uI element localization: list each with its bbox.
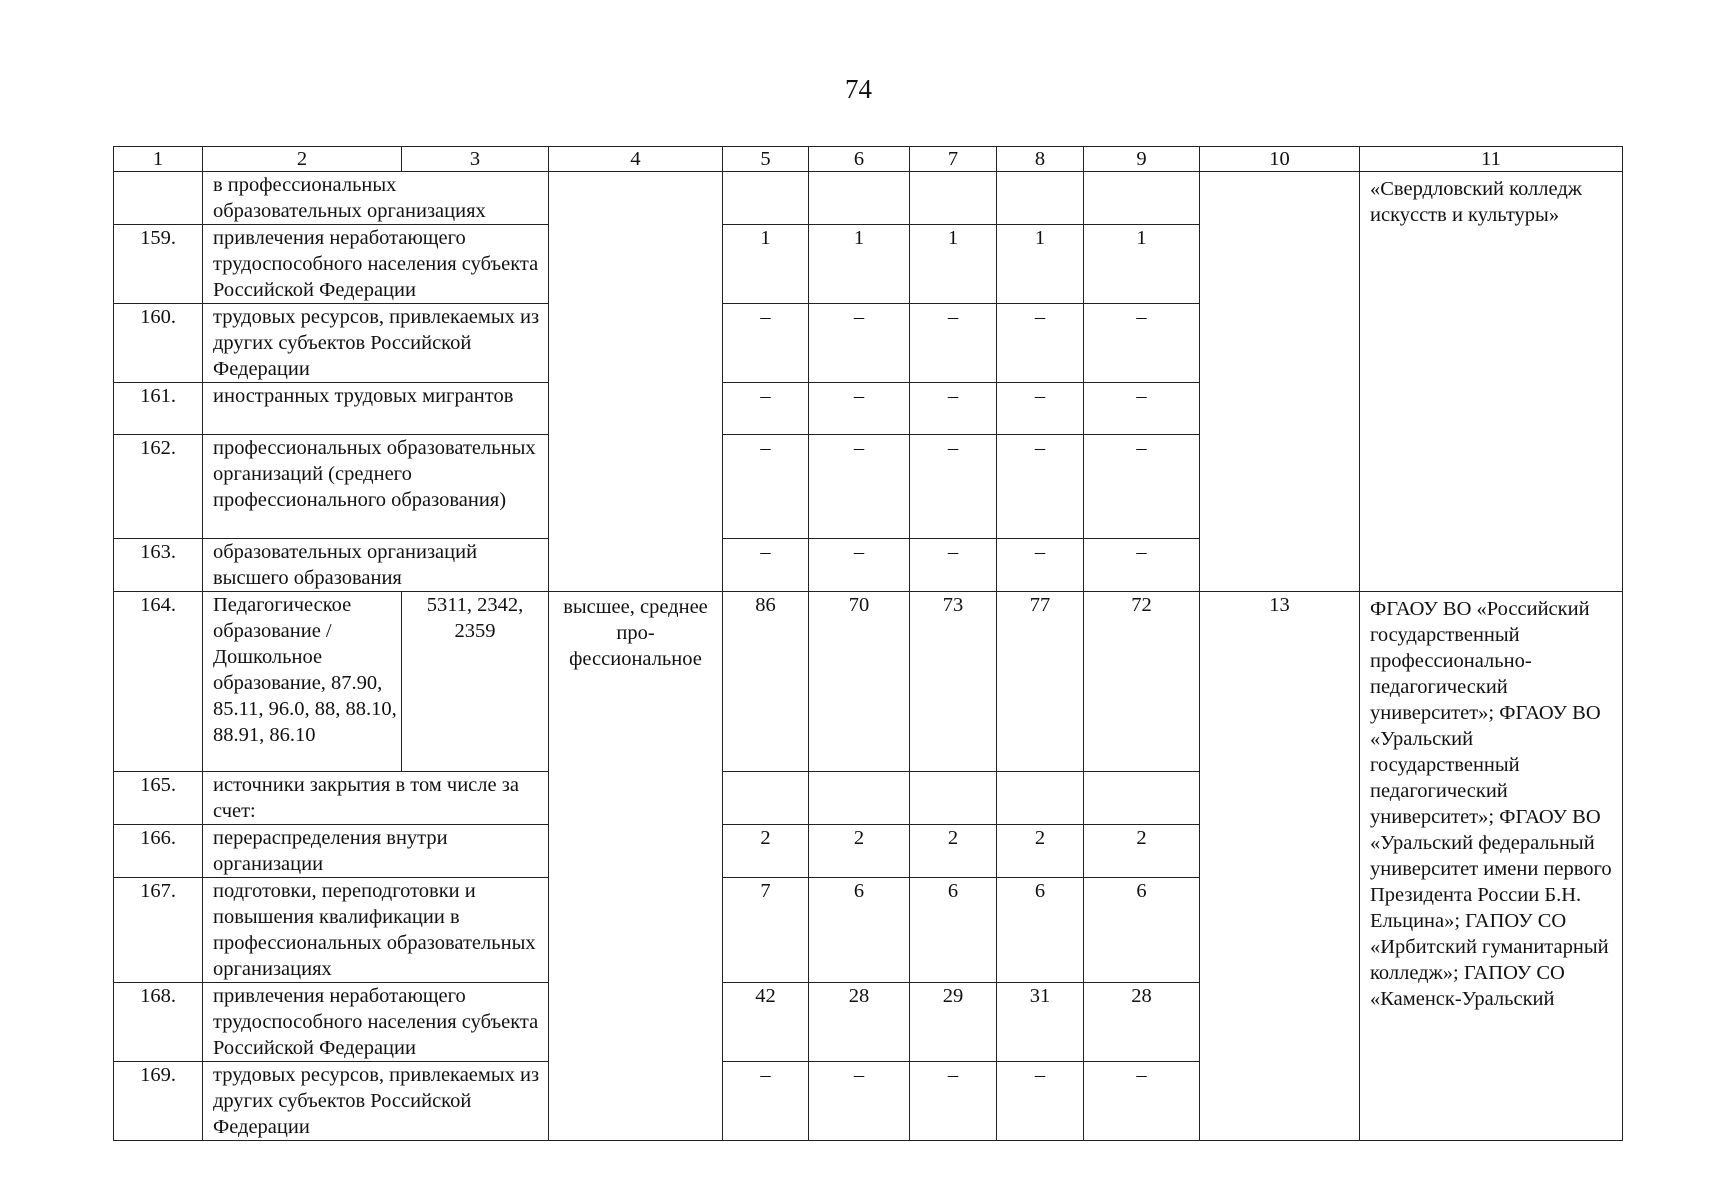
- row-name: профессиональных образовательных организаций (среднего профессионального образования): [203, 435, 549, 539]
- value-cell: 2: [723, 825, 809, 878]
- value-cell: –: [723, 435, 809, 539]
- row-number: 167.: [114, 878, 203, 983]
- row-number: 161.: [114, 383, 203, 435]
- value-cell: 42: [723, 983, 809, 1062]
- row-name: трудовых ресурсов, привлекаемых из других субъектов Российской Федерации: [203, 1062, 549, 1141]
- value-cell: –: [1084, 304, 1200, 383]
- table-row: [114, 592, 1623, 772]
- value-cell: 1: [723, 225, 809, 304]
- row-name: иностранных трудовых мигрантов: [203, 383, 549, 435]
- col-header: 2: [203, 147, 402, 172]
- value-cell: [809, 172, 910, 225]
- value-cell: –: [809, 1062, 910, 1141]
- row-number: 163.: [114, 539, 203, 592]
- row-number: 160.: [114, 304, 203, 383]
- value-cell: –: [809, 304, 910, 383]
- col-header: 3: [402, 147, 549, 172]
- row-number: 164.: [114, 592, 203, 772]
- row-name: в профессиональных образовательных организациях: [203, 172, 549, 225]
- row-number: [114, 172, 203, 225]
- value-cell: –: [910, 435, 997, 539]
- value-cell: [910, 172, 997, 225]
- row-number: 166.: [114, 825, 203, 878]
- col-header: 5: [723, 147, 809, 172]
- row-number: 159.: [114, 225, 203, 304]
- value-cell: 28: [809, 983, 910, 1062]
- level-cell: [549, 172, 723, 592]
- value-cell: –: [1084, 539, 1200, 592]
- value-cell: 28: [1084, 983, 1200, 1062]
- row-name: трудовых ресурсов, привлекаемых из других субъектов Российской Федерации: [203, 304, 549, 383]
- value-cell: 1: [910, 225, 997, 304]
- col10-cell: [1200, 172, 1360, 592]
- value-cell: –: [1084, 435, 1200, 539]
- value-cell: [997, 772, 1084, 825]
- value-cell: –: [809, 383, 910, 435]
- value-cell: –: [809, 435, 910, 539]
- value-cell: –: [997, 539, 1084, 592]
- col-header: 1: [114, 147, 203, 172]
- value-cell: [1084, 772, 1200, 825]
- col-header: 7: [910, 147, 997, 172]
- page-number: 74: [845, 74, 872, 104]
- row-number: 168.: [114, 983, 203, 1062]
- value-cell: 6: [910, 878, 997, 983]
- col-header: 9: [1084, 147, 1200, 172]
- value-cell: 1: [1084, 225, 1200, 304]
- value-cell: –: [910, 539, 997, 592]
- value-cell: 1: [997, 225, 1084, 304]
- value-cell: –: [723, 383, 809, 435]
- row-name: привлечения неработающего трудоспособного населения субъекта Российской Федерации: [203, 225, 549, 304]
- value-cell: –: [723, 1062, 809, 1141]
- level-cell: высшее, среднее про-фессиональное: [549, 592, 723, 1141]
- value-cell: 7: [723, 878, 809, 983]
- row-number: 162.: [114, 435, 203, 539]
- header-row: [114, 147, 1623, 172]
- value-cell: –: [809, 539, 910, 592]
- value-cell: [723, 772, 809, 825]
- value-cell: –: [910, 1062, 997, 1141]
- row-number: 169.: [114, 1062, 203, 1141]
- value-cell: 73: [910, 592, 997, 772]
- value-cell: [997, 172, 1084, 225]
- value-cell: 77: [997, 592, 1084, 772]
- code-cell: 5311, 2342, 2359: [402, 592, 549, 772]
- row-name: перераспределения внутри организации: [203, 825, 549, 878]
- row-name: подготовки, переподготовки и повышения квалификации в профессиональных образовательных организациях: [203, 878, 549, 983]
- col-header: 10: [1200, 147, 1360, 172]
- row-name: Педагогическое образование / Дошкольное образование, 87.90, 85.11, 96.0, 88, 88.10, 88.91, 86.10: [203, 592, 402, 772]
- value-cell: [809, 772, 910, 825]
- col10-cell: 13: [1200, 592, 1360, 1141]
- value-cell: 1: [809, 225, 910, 304]
- value-cell: 70: [809, 592, 910, 772]
- organizations-cell: ФГАОУ ВО «Российский государственный профессионально-педагогический университет»; ФГАОУ ВО «Уральский государственный педагогический университет»; ФГАОУ ВО «Уральский федеральный университет имени первого Президента России Б.Н. Ельцина»; ГАПОУ СО «Ирбитский гуманитарный колледж»; ГАПОУ СО «Каменск-Уральский: [1360, 592, 1623, 1141]
- value-cell: 2: [809, 825, 910, 878]
- value-cell: –: [723, 304, 809, 383]
- value-cell: [1084, 172, 1200, 225]
- value-cell: 31: [997, 983, 1084, 1062]
- value-cell: –: [723, 539, 809, 592]
- value-cell: –: [1084, 383, 1200, 435]
- value-cell: 2: [1084, 825, 1200, 878]
- organizations-cell: «Свердловский колледж искусств и культуры»: [1360, 172, 1623, 592]
- value-cell: [723, 172, 809, 225]
- value-cell: –: [997, 435, 1084, 539]
- value-cell: –: [997, 383, 1084, 435]
- value-cell: 6: [809, 878, 910, 983]
- col-header: 8: [997, 147, 1084, 172]
- table-row: [114, 172, 1623, 225]
- col-header: 4: [549, 147, 723, 172]
- value-cell: 6: [1084, 878, 1200, 983]
- row-name: образовательных организаций высшего образования: [203, 539, 549, 592]
- col-header: 11: [1360, 147, 1623, 172]
- row-name: источники закрытия в том числе за счет:: [203, 772, 549, 825]
- value-cell: –: [910, 383, 997, 435]
- row-number: 165.: [114, 772, 203, 825]
- value-cell: –: [1084, 1062, 1200, 1141]
- value-cell: 2: [910, 825, 997, 878]
- value-cell: 86: [723, 592, 809, 772]
- value-cell: –: [910, 304, 997, 383]
- data-table: [113, 146, 1623, 1141]
- value-cell: –: [997, 1062, 1084, 1141]
- value-cell: –: [997, 304, 1084, 383]
- value-cell: 6: [997, 878, 1084, 983]
- value-cell: 72: [1084, 592, 1200, 772]
- value-cell: [910, 772, 997, 825]
- col-header: 6: [809, 147, 910, 172]
- row-name: привлечения неработающего трудоспособного населения субъекта Российской Федерации: [203, 983, 549, 1062]
- value-cell: 2: [997, 825, 1084, 878]
- value-cell: 29: [910, 983, 997, 1062]
